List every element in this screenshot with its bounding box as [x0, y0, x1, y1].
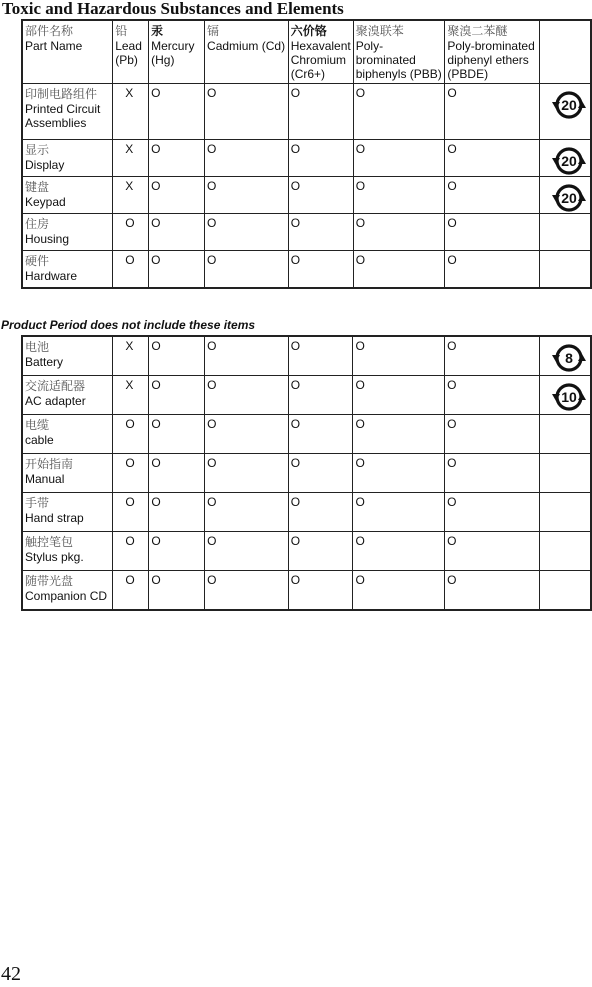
part-name-cn: 显示 [25, 143, 50, 157]
substance-mark: X [113, 84, 149, 140]
part-name-cell [22, 532, 113, 571]
part-name-cn: 印制电路组件 [25, 87, 98, 101]
substance-mark: O [113, 251, 149, 289]
substance-mark: O [149, 177, 205, 214]
epup-years: 8 [565, 350, 573, 366]
substance-mark: O [149, 214, 205, 251]
substance-mark: O [288, 84, 353, 140]
substance-mark: X [113, 336, 149, 376]
substance-mark: X [113, 177, 149, 214]
part-name-en: Keypad [25, 195, 66, 209]
table-row [22, 336, 591, 376]
substance-mark: O [445, 84, 540, 140]
part-name-cn: 电缆 [25, 418, 50, 432]
substance-mark: O [288, 376, 353, 415]
excluded-items-table [21, 335, 592, 611]
epup-cell [539, 376, 591, 415]
header-cn: 六价铬 [290, 24, 327, 38]
part-name-cn: 住房 [25, 217, 50, 231]
epup-years: 20 [561, 97, 577, 113]
header-cn: 聚溴联苯 [355, 24, 404, 38]
table-header-row [22, 20, 591, 84]
substance-mark: O [205, 415, 289, 454]
part-name-cn: 随带光盘 [25, 574, 74, 588]
table-row [22, 415, 591, 454]
part-name-cn: 电池 [25, 340, 50, 354]
substance-mark: O [113, 571, 149, 611]
substance-mark: O [353, 532, 445, 571]
part-name-cell [22, 336, 113, 376]
header-cn: 铅 [115, 24, 128, 38]
substance-mark: O [445, 532, 540, 571]
header-cn: 汞 [151, 24, 164, 38]
substance-mark: O [353, 493, 445, 532]
substance-mark: O [353, 84, 445, 140]
substance-mark: O [353, 251, 445, 289]
header-cn: 聚溴二苯醚 [447, 24, 508, 38]
part-name-cn: 手带 [25, 496, 50, 510]
header-epup [540, 20, 591, 84]
substance-mark: O [149, 251, 205, 289]
substance-mark: O [445, 336, 540, 376]
extra-table-body [22, 336, 591, 610]
part-name-cn: 触控笔包 [25, 535, 74, 549]
part-name-cell [22, 214, 113, 251]
substance-mark: O [113, 415, 149, 454]
epup-cell [540, 84, 591, 140]
part-name-en: Battery [25, 355, 64, 369]
main-table-body [22, 84, 591, 289]
substance-mark: O [205, 214, 289, 251]
substance-mark: O [205, 493, 289, 532]
substance-mark: O [288, 532, 353, 571]
header-lead [113, 20, 149, 84]
part-name-cell [22, 140, 113, 177]
substance-mark: O [445, 177, 540, 214]
substance-mark: O [205, 140, 289, 177]
substance-mark: O [205, 177, 289, 214]
part-name-cell [22, 376, 113, 415]
substance-mark: O [149, 140, 205, 177]
epup-logo-icon [552, 89, 586, 121]
page-title: Toxic and Hazardous Substances and Elements [2, 0, 344, 18]
substance-mark: O [445, 140, 540, 177]
substance-mark: O [149, 493, 205, 532]
part-name-cn: 交流适配器 [25, 379, 86, 393]
part-name-cell [22, 84, 113, 140]
substance-mark: O [445, 376, 540, 415]
header-en: Poly-brominated biphenyls (PBB) [355, 39, 442, 81]
substance-mark: O [288, 415, 353, 454]
substance-mark: O [205, 532, 289, 571]
substance-mark: X [113, 376, 149, 415]
header-mercury [149, 20, 205, 84]
part-name-cn: 键盘 [25, 180, 50, 194]
substance-mark: O [353, 376, 445, 415]
part-name-cell [22, 454, 113, 493]
epup-cell [539, 571, 591, 611]
substance-mark: O [205, 454, 289, 493]
epup-cell [539, 493, 591, 532]
substance-mark: O [445, 214, 540, 251]
substance-mark: O [288, 177, 353, 214]
substance-mark: O [445, 493, 540, 532]
table-row [22, 177, 591, 214]
table-row [22, 532, 591, 571]
substance-mark: O [149, 84, 205, 140]
header-en: Part Name [25, 39, 83, 53]
substance-mark: O [353, 571, 445, 611]
epup-logo-icon [552, 182, 586, 214]
epup-cell [540, 214, 591, 251]
epup-logo-icon [552, 342, 586, 374]
epup-years: 20 [561, 190, 577, 206]
header-en: Lead (Pb) [115, 39, 142, 67]
part-name-en: Stylus pkg. [25, 550, 84, 564]
header-cn: 部件名称 [25, 24, 74, 38]
substance-mark: O [149, 571, 205, 611]
part-name-en: Manual [25, 472, 65, 486]
substance-mark: O [113, 532, 149, 571]
header-pbb [353, 20, 445, 84]
table-row [22, 214, 591, 251]
substance-mark: O [445, 454, 540, 493]
part-name-en: cable [25, 433, 54, 447]
substance-mark: O [288, 571, 353, 611]
substance-mark: O [288, 336, 353, 376]
part-name-cn: 开始指南 [25, 457, 74, 471]
substance-mark: O [149, 376, 205, 415]
substance-mark: O [205, 376, 289, 415]
substance-mark: O [445, 251, 540, 289]
part-name-cell [22, 415, 113, 454]
substance-mark: O [205, 336, 289, 376]
epup-cell [539, 415, 591, 454]
substance-mark: O [113, 493, 149, 532]
part-name-en: Display [25, 158, 65, 172]
substance-mark: O [288, 140, 353, 177]
header-en: Mercury (Hg) [151, 39, 195, 67]
part-name-cn: 硬件 [25, 254, 50, 268]
substance-mark: O [113, 454, 149, 493]
part-name-cell [22, 177, 113, 214]
part-name-en: Printed Circuit Assemblies [25, 102, 101, 130]
substance-mark: O [353, 177, 445, 214]
epup-logo-icon [552, 381, 586, 413]
substance-mark: O [149, 415, 205, 454]
substance-mark: O [445, 571, 540, 611]
substance-mark: O [353, 214, 445, 251]
part-name-en: AC adapter [25, 394, 86, 408]
substance-mark: O [205, 84, 289, 140]
substance-mark: O [113, 214, 149, 251]
table-row [22, 251, 591, 289]
substance-mark: O [288, 214, 353, 251]
part-name-en: Hardware [25, 269, 78, 283]
substance-mark: X [113, 140, 149, 177]
epup-cell [540, 177, 591, 214]
header-cadmium [205, 20, 289, 84]
substance-mark: O [205, 251, 289, 289]
table-row [22, 84, 591, 140]
substance-mark: O [149, 532, 205, 571]
substance-mark: O [353, 140, 445, 177]
epup-cell [539, 532, 591, 571]
table-row [22, 454, 591, 493]
substance-mark: O [445, 415, 540, 454]
substance-mark: O [353, 454, 445, 493]
substance-mark: O [288, 251, 353, 289]
substance-mark: O [353, 336, 445, 376]
epup-cell [539, 336, 591, 376]
header-en: Cadmium (Cd) [207, 39, 286, 53]
substance-mark: O [353, 415, 445, 454]
table-row [22, 140, 591, 177]
epup-years: 20 [561, 153, 577, 169]
hazardous-substances-table [21, 19, 592, 289]
substance-mark: O [205, 571, 289, 611]
part-name-cell [22, 571, 113, 611]
substance-mark: O [288, 454, 353, 493]
epup-cell [539, 454, 591, 493]
epup-cell [540, 251, 591, 289]
header-part-name [22, 20, 113, 84]
substance-mark: O [149, 454, 205, 493]
header-hexavalent-chromium [288, 20, 353, 84]
epup-logo-icon [552, 145, 586, 177]
epup-years: 10 [561, 389, 577, 405]
table-row [22, 571, 591, 611]
header-en: Poly-brominated diphenyl ethers (PBDE) [447, 39, 535, 81]
substance-mark: O [149, 336, 205, 376]
table-row [22, 376, 591, 415]
epup-cell [540, 140, 591, 177]
section-caption: Product Period does not include these items [1, 318, 256, 332]
part-name-cell [22, 251, 113, 289]
part-name-en: Companion CD [25, 589, 108, 603]
header-en: Hexavalent Chromium (Cr6+) [290, 39, 351, 81]
page-number: 42 [1, 963, 21, 985]
table-row [22, 493, 591, 532]
header-pbde [445, 20, 540, 84]
part-name-en: Housing [25, 232, 70, 246]
part-name-en: Hand strap [25, 511, 84, 525]
substance-mark: O [288, 493, 353, 532]
header-cn: 镉 [207, 24, 220, 38]
part-name-cell [22, 493, 113, 532]
